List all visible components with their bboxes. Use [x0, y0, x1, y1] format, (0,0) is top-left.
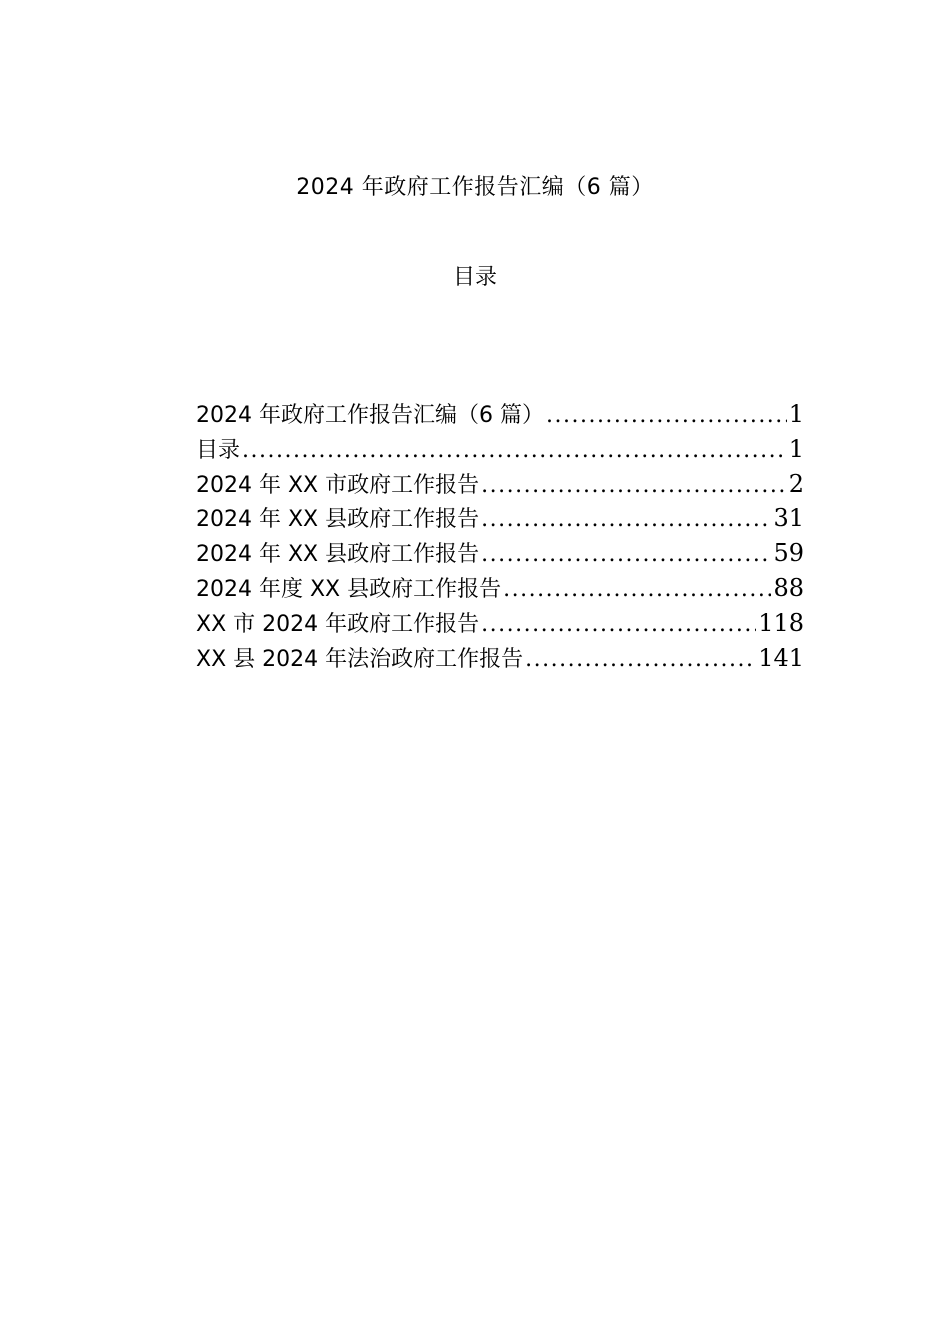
toc-dot-leader — [525, 643, 756, 678]
toc-dot-leader — [481, 503, 771, 538]
toc-entry-page: 2 — [788, 469, 804, 498]
toc-entry-title: 2024 年 XX 县政府工作报告 — [196, 507, 480, 533]
toc-entry-title: 2024 年政府工作报告汇编（6 篇） — [196, 403, 544, 428]
toc-entry-title: 2024 年度 XX 县政府工作报告 — [196, 576, 502, 602]
toc-entry[interactable] — [196, 641, 804, 676]
toc-dot-leader — [481, 469, 787, 504]
toc-entry-page: 88 — [773, 573, 804, 602]
toc-entry-page: 1 — [788, 434, 804, 463]
toc-dot-leader — [503, 573, 771, 608]
toc-entry[interactable] — [196, 606, 804, 641]
toc-entry-title: 2024 年 XX 县政府工作报告 — [196, 542, 480, 568]
toc-entry[interactable] — [196, 467, 804, 502]
table-of-contents — [196, 397, 804, 675]
toc-entry-title: XX 县 2024 年法治政府工作报告 — [196, 646, 524, 672]
toc-entry-page: 141 — [758, 643, 804, 672]
toc-dot-leader — [481, 538, 771, 573]
toc-entry-page: 31 — [773, 504, 804, 533]
toc-entry[interactable] — [196, 571, 804, 606]
toc-dot-leader — [546, 399, 787, 434]
toc-entry-page: 1 — [788, 400, 804, 428]
toc-entry-page: 118 — [758, 608, 804, 637]
toc-entry-title: XX 市 2024 年政府工作报告 — [196, 611, 480, 637]
toc-heading: 目录 — [452, 265, 497, 290]
toc-dot-leader — [242, 434, 787, 469]
toc-entry-page: 59 — [773, 539, 804, 568]
toc-entry-title: 目录 — [196, 437, 241, 463]
document-title: 2024 年政府工作报告汇编（6 篇） — [296, 175, 654, 200]
toc-entry[interactable] — [196, 432, 804, 467]
toc-dot-leader — [481, 608, 756, 643]
toc-entry[interactable] — [196, 501, 804, 536]
toc-entry[interactable] — [196, 536, 804, 571]
toc-entry[interactable] — [196, 397, 804, 432]
toc-entry-title: 2024 年 XX 市政府工作报告 — [196, 472, 480, 498]
